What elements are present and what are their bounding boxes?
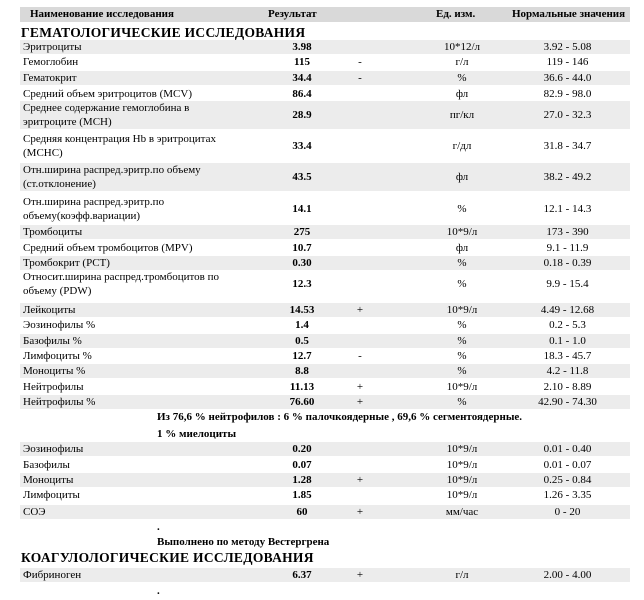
deviation-flag: - — [358, 56, 362, 68]
unit: % — [457, 72, 467, 84]
table-row — [20, 225, 630, 239]
unit: г/л — [455, 569, 469, 581]
reference-range: 1.26 - 3.35 — [543, 489, 592, 501]
reference-range: 0.25 - 0.84 — [543, 474, 592, 486]
result-value: 0.5 — [295, 335, 309, 347]
test-name: Тромбоциты — [23, 226, 83, 238]
result-value: 275 — [293, 226, 311, 238]
reference-range: 9.1 - 11.9 — [546, 242, 589, 254]
reference-range: 173 - 390 — [546, 226, 589, 238]
section-title-coagulation: КОАГУЛОЛОГИЧЕСКИЕ ИССЛЕДОВАНИЯ — [21, 550, 314, 565]
test-name: Эозинофилы % — [23, 319, 96, 331]
header-name: Наименование исследования — [30, 8, 174, 20]
table-row — [20, 195, 630, 223]
table-row — [20, 488, 630, 502]
unit: 10*9/л — [446, 304, 478, 316]
test-name: Средняя концентрация Hb в эритроцитах (MCHC) — [23, 133, 216, 159]
reference-range: 119 - 146 — [546, 56, 589, 68]
deviation-flag: + — [356, 381, 364, 393]
table-row — [20, 318, 630, 332]
table-row — [20, 163, 630, 191]
test-name: Нейтрофилы % — [23, 396, 96, 408]
test-name: Лейкоциты — [23, 304, 76, 316]
deviation-flag: + — [356, 304, 364, 316]
unit: 10*9/л — [446, 474, 478, 486]
result-value: 10.7 — [292, 242, 312, 254]
unit: 10*9/л — [446, 459, 478, 471]
result-value: 115 — [294, 56, 310, 68]
table-row — [20, 303, 630, 317]
unit: 10*9/л — [446, 489, 478, 501]
reference-range: 36.6 - 44.0 — [543, 72, 592, 84]
result-value: 43.5 — [292, 171, 312, 183]
table-row — [20, 256, 630, 270]
unit: % — [457, 278, 467, 290]
result-value: 0.20 — [292, 443, 312, 455]
unit: % — [457, 350, 467, 362]
result-value: 6.37 — [292, 569, 312, 581]
result-value: 60 — [296, 506, 308, 518]
result-value: 0.07 — [292, 459, 312, 471]
unit: мм/час — [445, 506, 479, 518]
test-name: Базофилы — [23, 459, 70, 471]
table-row — [20, 71, 630, 85]
neutrophil-note-line1: Из 76,6 % нейтрофилов : 6 % палочкоядерные , 69,6 % сегментоядерные. — [157, 411, 523, 423]
result-value: 34.4 — [292, 72, 312, 84]
deviation-flag: + — [356, 569, 364, 581]
reference-range: 4.2 - 11.8 — [546, 365, 589, 377]
table-row — [20, 270, 630, 298]
unit: % — [457, 257, 467, 269]
table-row — [20, 380, 630, 394]
unit: % — [457, 396, 467, 408]
section-title-hematology: ГЕМАТОЛОГИЧЕСКИЕ ИССЛЕДОВАНИЯ — [21, 25, 306, 40]
reference-range: 18.3 - 45.7 — [543, 350, 592, 362]
method-note: Выполнено по методу Вестергрена — [157, 536, 330, 548]
table-row — [20, 101, 630, 129]
separator-dot-2: . — [157, 585, 160, 597]
reference-range: 9.9 - 15.4 — [546, 278, 589, 290]
reference-range: 82.9 - 98.0 — [543, 88, 592, 100]
reference-range: 2.10 - 8.89 — [543, 381, 592, 393]
table-row — [20, 334, 630, 348]
table-row — [20, 395, 630, 409]
unit: % — [457, 365, 467, 377]
unit: 10*9/л — [446, 226, 478, 238]
test-name: Тромбокрит (PCT) — [23, 257, 110, 269]
table-row — [20, 349, 630, 363]
reference-range: 0.18 - 0.39 — [543, 257, 592, 269]
table-row — [20, 132, 630, 160]
unit: фл — [455, 242, 469, 254]
unit: % — [457, 335, 467, 347]
test-name: Среднее содержание гемоглобина в эритроците (MCH) — [23, 102, 190, 128]
test-name: Эозинофилы — [23, 443, 84, 455]
reference-range: 31.8 - 34.7 — [543, 140, 592, 152]
result-value: 14.53 — [289, 304, 315, 316]
test-name: Отн.ширина распред.эритр.по объему(коэфф.вариации) — [23, 196, 165, 222]
result-value: 1.85 — [292, 489, 312, 501]
result-value: 3.98 — [292, 41, 312, 53]
unit: % — [457, 203, 467, 215]
test-name: Лимфоциты % — [23, 350, 92, 362]
test-name: Базофилы % — [23, 335, 82, 347]
unit: 10*9/л — [446, 443, 478, 455]
unit: фл — [455, 171, 469, 183]
result-value: 33.4 — [292, 140, 312, 152]
test-name: Моноциты — [23, 474, 74, 486]
reference-range: 0 - 20 — [554, 506, 581, 518]
test-name: Гематокрит — [23, 72, 77, 84]
test-name: Фибриноген — [23, 569, 82, 581]
result-value: 1.4 — [295, 319, 309, 331]
unit: 10*9/л — [446, 381, 478, 393]
table-row — [20, 87, 630, 101]
result-value: 28.9 — [292, 109, 312, 121]
table-row — [20, 458, 630, 472]
neutrophil-note-line2: 1 % миелоциты — [157, 428, 237, 440]
reference-range: 4.49 - 12.68 — [540, 304, 595, 316]
reference-range: 38.2 - 49.2 — [543, 171, 592, 183]
table-row — [20, 442, 630, 456]
result-value: 12.7 — [292, 350, 312, 362]
deviation-flag: + — [356, 474, 364, 486]
header-result: Результат — [268, 8, 317, 20]
deviation-flag: - — [358, 72, 362, 84]
reference-range: 0.1 - 1.0 — [549, 335, 586, 347]
test-name: Относит.ширина распред.тромбоцитов по объему (PDW) — [23, 271, 219, 297]
test-name: Нейтрофилы — [23, 381, 84, 393]
result-value: 1.28 — [292, 474, 312, 486]
table-header — [20, 7, 630, 22]
test-name: Отн.ширина распред.эритр.по объему (ст.отклонение) — [23, 164, 201, 190]
table-row — [20, 40, 630, 54]
table-row — [20, 364, 630, 378]
test-name: СОЭ — [23, 506, 46, 518]
result-value: 8.8 — [295, 365, 309, 377]
reference-range: 0.01 - 0.07 — [543, 459, 592, 471]
unit: 10*12/л — [443, 41, 481, 53]
test-name: Гемоглобин — [23, 56, 79, 68]
result-value: 11.13 — [289, 381, 315, 393]
unit: г/дл — [452, 140, 472, 152]
result-value: 76.60 — [289, 396, 315, 408]
separator-dot: . — [157, 521, 160, 533]
reference-range: 0.01 - 0.40 — [543, 443, 592, 455]
test-name: Средний объем тромбоцитов (MPV) — [23, 242, 193, 254]
reference-range: 12.1 - 14.3 — [543, 203, 592, 215]
table-row — [20, 505, 630, 519]
table-row — [20, 473, 630, 487]
reference-range: 42.90 - 74.30 — [538, 396, 597, 408]
test-name: Средний объем эритроцитов (MCV) — [23, 88, 193, 100]
deviation-flag: - — [358, 350, 362, 362]
test-name: Эритроциты — [23, 41, 82, 53]
unit: пг/кл — [449, 109, 475, 121]
table-row — [20, 568, 630, 582]
test-name: Моноциты % — [23, 365, 86, 377]
unit: фл — [455, 88, 469, 100]
reference-range: 3.92 - 5.08 — [543, 41, 592, 53]
reference-range: 27.0 - 32.3 — [543, 109, 592, 121]
reference-range: 2.00 - 4.00 — [543, 569, 592, 581]
unit: % — [457, 319, 467, 331]
reference-range: 0.2 - 5.3 — [549, 319, 586, 331]
result-value: 14.1 — [292, 203, 312, 215]
result-value: 12.3 — [292, 278, 312, 290]
test-name: Лимфоциты — [23, 489, 80, 501]
result-value: 86.4 — [292, 88, 312, 100]
header-unit: Ед. изм. — [436, 8, 476, 20]
deviation-flag: + — [356, 506, 364, 518]
deviation-flag: + — [356, 396, 364, 408]
table-row — [20, 55, 630, 69]
result-value: 0.30 — [292, 257, 312, 269]
header-norm: Нормальные значения — [512, 8, 626, 20]
unit: г/л — [455, 56, 469, 68]
table-row — [20, 241, 630, 255]
